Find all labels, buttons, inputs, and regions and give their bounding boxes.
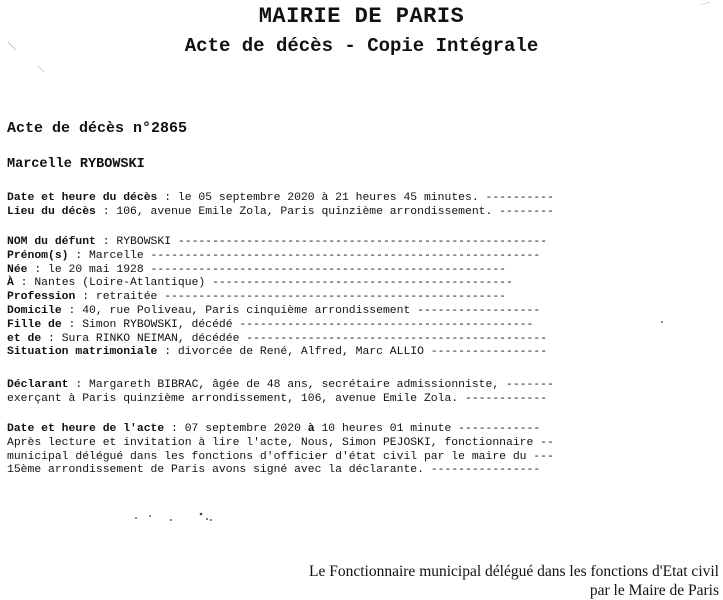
deceased-details (7, 236, 547, 360)
nom-value: : RYBOWSKI ------------------------------------------------------ (95, 236, 548, 248)
act-datetime-value-a: : 07 septembre 2020 (164, 423, 308, 435)
act-datetime-value-b: à (307, 423, 315, 435)
declarant-line-2: exerçant à Paris quinzième arrondissement, 106, avenue Emile Zola. ------------ (7, 392, 548, 405)
mother-label: et de (7, 332, 42, 345)
death-datetime-line (7, 192, 554, 206)
mother-line (7, 333, 547, 347)
death-place-value: : 106, avenue Emile Zola, Paris quinzième arrondissement. -------- (95, 205, 554, 218)
birthplace-value: : Nantes (Loire-Atlantique) -------------------------------------------- (13, 277, 513, 290)
marital-status-value: : divorcée de René, Alfred, Marc ALLIO ----------------- (157, 346, 548, 359)
nee-value: : le 20 mai 1928 ---------------------------------------------------- (27, 263, 507, 276)
birthplace-line (7, 277, 547, 291)
nee-line (7, 264, 547, 278)
act-text-line-4: 15ème arrondissement de Paris avons signé avec la déclarante. ---------------- (7, 464, 541, 477)
birthplace-label: À (7, 277, 14, 290)
father-line (7, 319, 547, 333)
nom-line (7, 236, 547, 250)
death-datetime-value: : le 05 septembre 2020 à 21 heures 45 minutes. ---------- (157, 192, 554, 204)
act-details (7, 423, 554, 478)
profession-label: Profession (7, 291, 76, 304)
signature-line-2: par le Maire de Paris (589, 582, 719, 599)
declarant-details (7, 379, 554, 407)
father-value: : Simon RYBOWSKI, décédé ------------------------------------------- (61, 318, 534, 331)
page-subtitle: Acte de décès - Copie Intégrale (184, 35, 539, 57)
prenom-value: : Marcelle --------------------------------------------------------- (68, 249, 541, 262)
prenom-line (7, 250, 547, 264)
nom-label: NOM du défunt (7, 236, 96, 248)
domicile-line (7, 305, 547, 319)
declarant-line-1 (7, 379, 554, 393)
domicile-value: : 40, rue Poliveau, Paris cinquième arrondissement ------------------ (61, 304, 541, 317)
declarant-label: Déclarant (7, 379, 69, 391)
father-label: Fille de (7, 318, 62, 331)
profession-line (7, 291, 547, 305)
act-datetime-line (7, 423, 554, 437)
signature-line-1: Le Fonctionnaire municipal délégué dans les fonctions d'Etat civil (309, 563, 719, 580)
death-datetime-label: Date et heure du décès (7, 192, 158, 204)
profession-value: : retraitée -------------------------------------------------- (75, 291, 506, 304)
act-number: Acte de décès n°2865 (7, 120, 188, 137)
act-datetime-value-c: 10 heures 01 minute ------------ (314, 423, 541, 435)
marital-status-label: Situation matrimoniale (7, 346, 158, 359)
death-place-label: Lieu du décès (7, 205, 96, 218)
death-details (7, 192, 554, 220)
nee-label: Née (7, 263, 28, 276)
page-title: MAIRIE DE PARIS (258, 4, 465, 29)
act-datetime-label: Date et heure de l'acte (7, 423, 165, 435)
death-place-line (7, 206, 554, 220)
act-text-line-3: municipal délégué dans les fonctions d'officier d'état civil par le maire du --- (7, 450, 554, 463)
prenom-label: Prénom(s) (7, 249, 69, 262)
marital-status-line (7, 346, 547, 360)
person-name: Marcelle RYBOWSKI (7, 157, 145, 172)
domicile-label: Domicile (7, 304, 62, 317)
act-text-line-2: Après lecture et invitation à lire l'acte, Nous, Simon PEJOSKI, fonctionnaire -- (7, 436, 554, 449)
declarant-value: : Margareth BIBRAC, âgée de 48 ans, secrétaire admissionniste, ------- (68, 379, 554, 391)
mother-value: : Sura RINKO NEIMAN, décédée -------------------------------------------- (41, 332, 548, 345)
